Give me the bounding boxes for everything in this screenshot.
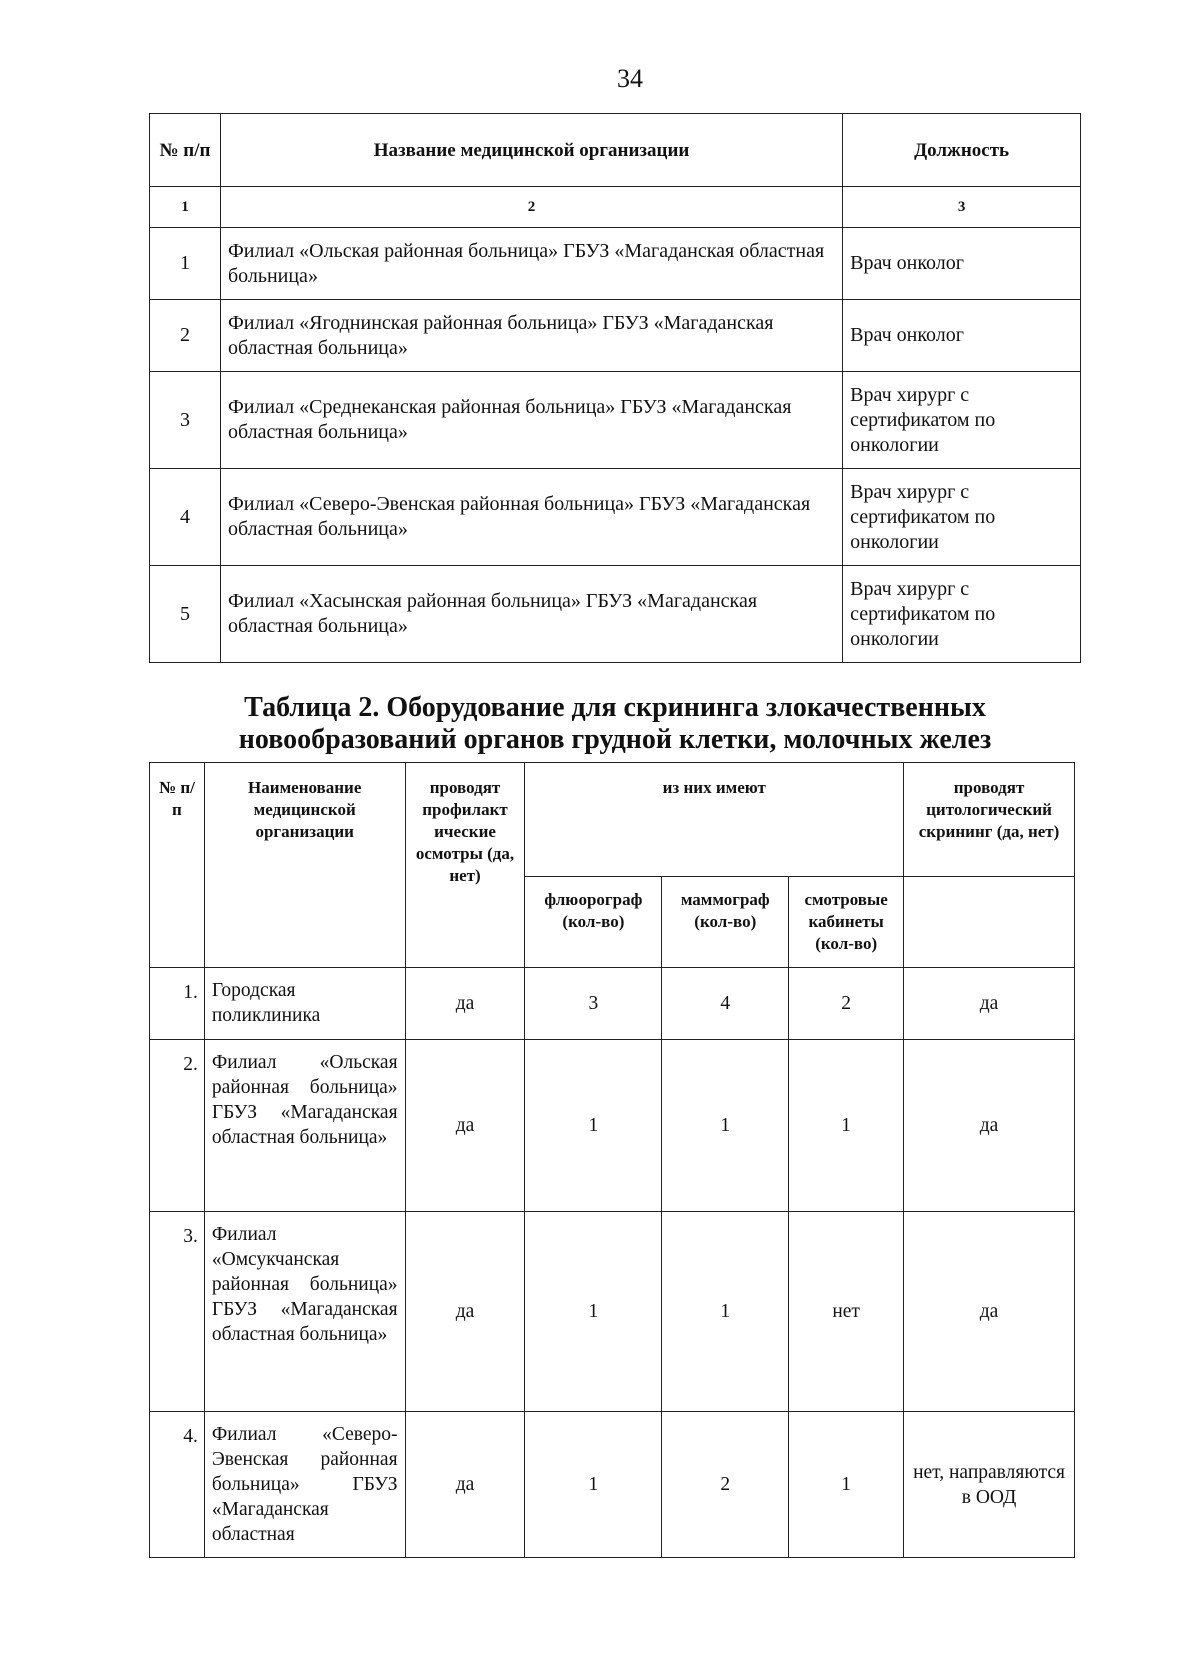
table-row (150, 300, 1081, 372)
exam-rooms: 2 (789, 968, 904, 1040)
preventive-exams: да (405, 1040, 525, 1212)
header-preventive-exams: проводят профилакт ические осмотры (да, нет) (405, 763, 525, 968)
row-num: 2 (150, 300, 221, 372)
header-fluorograph: флюорограф (кол-во) (525, 877, 662, 968)
org-name: Филиал «Северо-Эвенская районная больница» ГБУЗ «Магаданская областная (204, 1412, 405, 1558)
fluorograph-count: 1 (525, 1040, 662, 1212)
position: Врач хирург с сертификатом по онкологии (843, 372, 1081, 469)
org-name: Филиал «Ольская районная больница» ГБУЗ «Магаданская областная больница» (220, 228, 842, 300)
exam-rooms: 1 (789, 1412, 904, 1558)
row-num: 5 (150, 566, 221, 663)
mammograph-count: 2 (662, 1412, 789, 1558)
row-num: 2. (150, 1040, 205, 1212)
header-exam-rooms: смотровые кабинеты (кол-во) (789, 877, 904, 968)
exam-rooms: 1 (789, 1040, 904, 1212)
table-row (150, 372, 1081, 469)
preventive-exams: да (405, 968, 525, 1040)
row-num: 4 (150, 469, 221, 566)
org-name: Филиал «Среднеканская районная больница» ГБУЗ «Магаданская областная больница» (220, 372, 842, 469)
row-num: 3 (150, 372, 221, 469)
table-row (150, 1212, 1075, 1412)
fluorograph-count: 3 (525, 968, 662, 1040)
column-index: 3 (843, 187, 1081, 228)
position: Врач хирург с сертификатом по онкологии (843, 469, 1081, 566)
mammograph-count: 1 (662, 1212, 789, 1412)
row-num: 4. (150, 1412, 205, 1558)
header-cytology: проводят цитологический скрининг (да, нет) (904, 763, 1075, 877)
mammograph-count: 4 (662, 968, 789, 1040)
header-org-name: Наименование медицинской организации (204, 763, 405, 968)
preventive-exams: да (405, 1212, 525, 1412)
row-num: 3. (150, 1212, 205, 1412)
column-index-row (150, 187, 1081, 228)
table-row (150, 968, 1075, 1040)
cytology: да (904, 968, 1075, 1040)
row-num: 1. (150, 968, 205, 1040)
table2-title: Таблица 2. Оборудование для скрининга злокачественных новообразований органов грудной клетки, молочных желез (238, 692, 992, 755)
table-row (150, 469, 1081, 566)
org-name: Филиал «Омсукчанская районная больница» ГБУЗ «Магаданская областная больница» (204, 1212, 405, 1412)
table-row (150, 228, 1081, 300)
table-header-row (150, 114, 1081, 187)
header-position: Должность (843, 114, 1081, 187)
table-header-row (150, 763, 1075, 877)
cytology: да (904, 1040, 1075, 1212)
table-row (150, 1412, 1075, 1558)
position: Врач онколог (843, 228, 1081, 300)
header-equipment-group: из них имеют (525, 763, 904, 877)
org-name: Филиал «Ягоднинская районная больница» ГБУЗ «Магаданская областная больница» (220, 300, 842, 372)
header-mammograph: маммограф (кол-во) (662, 877, 789, 968)
fluorograph-count: 1 (525, 1412, 662, 1558)
cytology: да (904, 1212, 1075, 1412)
header-num: № п/п (150, 114, 221, 187)
header-org-name: Название медицинской организации (220, 114, 842, 187)
position: Врач онколог (843, 300, 1081, 372)
table-row (150, 566, 1081, 663)
exam-rooms: нет (789, 1212, 904, 1412)
specialists-table (149, 113, 1081, 663)
table-row (150, 1040, 1075, 1212)
org-name: Филиал «Хасынская районная больница» ГБУЗ «Магаданская областная больница» (220, 566, 842, 663)
mammograph-count: 1 (662, 1040, 789, 1212)
fluorograph-count: 1 (525, 1212, 662, 1412)
org-name: Филиал «Северо-Эвенская районная больница» ГБУЗ «Магаданская областная больница» (220, 469, 842, 566)
cytology: нет, направляются в ООД (904, 1412, 1075, 1558)
org-name: Городская поликлиника (204, 968, 405, 1040)
preventive-exams: да (405, 1412, 525, 1558)
org-name: Филиал «Ольская районная больница» ГБУЗ «Магаданская областная больница» (204, 1040, 405, 1212)
equipment-table (149, 762, 1075, 1558)
column-index: 1 (150, 187, 221, 228)
header-num: № п/п (150, 763, 205, 968)
position: Врач хирург с сертификатом по онкологии (843, 566, 1081, 663)
row-num: 1 (150, 228, 221, 300)
page-number: 34 (617, 64, 643, 93)
header-cytology-empty (904, 877, 1075, 968)
column-index: 2 (220, 187, 842, 228)
